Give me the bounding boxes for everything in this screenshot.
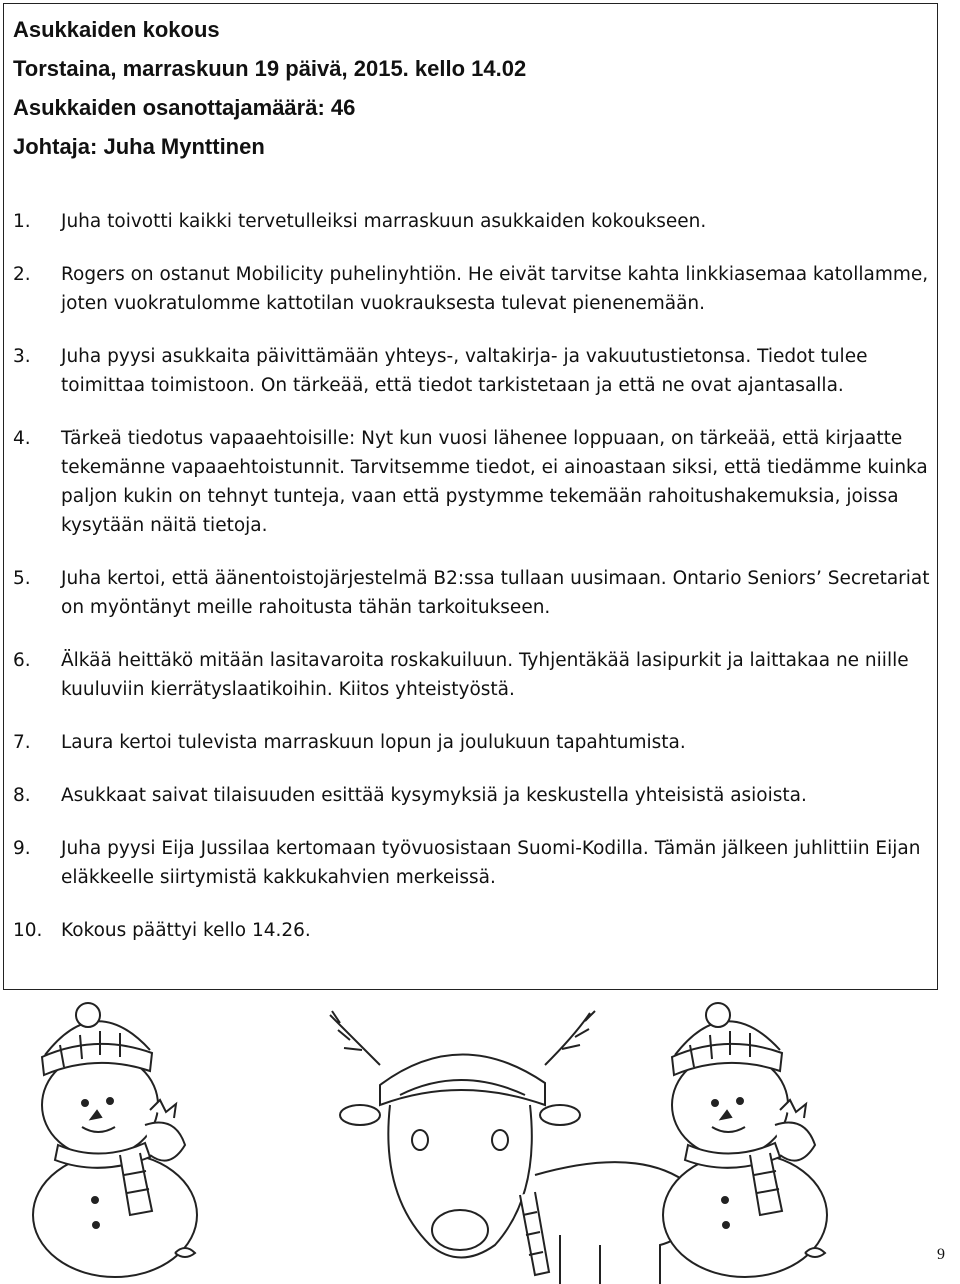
holiday-illustration	[0, 995, 960, 1284]
agenda-item	[13, 728, 933, 757]
agenda-item	[13, 260, 933, 318]
item-text: Älkää heittäkö mitään lasitavaroita roskakuiluun. Tyhjentäkää lasipurkit ja laittakaa ne niille kuuluviin kierrätyslaatikoihin. Kiitos yhteistyöstä.	[61, 650, 909, 700]
attendance-count: Asukkaiden osanottajamäärä: 46	[13, 95, 356, 120]
item-text: Juha toivotti kaikki tervetulleiksi marraskuun asukkaiden kokoukseen.	[61, 211, 707, 232]
item-number: 3.	[13, 346, 31, 367]
agenda-item	[13, 564, 933, 622]
item-number: 10.	[13, 920, 43, 941]
minutes-frame	[3, 3, 938, 990]
meeting-date: Torstaina, marraskuun 19 päivä, 2015. kello 14.02	[13, 56, 527, 81]
agenda-item	[13, 834, 933, 892]
item-number: 8.	[13, 785, 31, 806]
agenda-item	[13, 207, 933, 236]
agenda-item	[13, 646, 933, 704]
reindeer-icon	[330, 1011, 692, 1284]
item-number: 7.	[13, 732, 31, 753]
item-text: Juha pyysi asukkaita päivittämään yhteys-, valtakirja- ja vakuutustietonsa. Tiedot tulee toimittaa toimistoon. On tärkeää, että tiedot tarkistetaan ja että ne ovat ajantasalla.	[61, 346, 868, 396]
item-text: Juha pyysi Eija Jussilaa kertomaan työvuosistaan Suomi-Kodilla. Tämän jälkeen juhlittiin Eijan eläkkeelle siirtymistä kakkukahvien merkeissä.	[61, 838, 921, 888]
snowman-right-icon	[663, 1003, 827, 1277]
agenda-list	[13, 207, 933, 969]
meeting-header	[13, 10, 526, 166]
meeting-chair: Johtaja: Juha Mynttinen	[13, 134, 265, 159]
item-text: Juha kertoi, että äänentoistojärjestelmä B2:ssa tullaan uusimaan. Ontario Seniors’ Secretariat on myöntänyt meille rahoitusta tähän tarkoitukseen.	[61, 568, 930, 618]
snowman-left-icon	[33, 1003, 197, 1277]
agenda-item	[13, 781, 933, 810]
agenda-item	[13, 916, 933, 945]
item-number: 1.	[13, 211, 31, 232]
item-text: Tärkeä tiedotus vapaaehtoisille: Nyt kun vuosi lähenee loppuaan, on tärkeää, että kirjaatte tekemänne vapaaehtoistunnit. Tarvitsemme tiedot, ei ainoastaan siksi, että tiedämme kuinka paljon kukin on tehnyt tunteja, vaan että pystymme tekemään rahoitushakemuksia, joissa kysytään näitä tietoja.	[61, 428, 928, 536]
item-number: 5.	[13, 568, 31, 589]
item-number: 4.	[13, 428, 31, 449]
page-number: 9	[937, 1246, 945, 1263]
agenda-item	[13, 342, 933, 400]
item-text: Asukkaat saivat tilaisuuden esittää kysymyksiä ja keskustella yhteisistä asioista.	[61, 785, 807, 806]
agenda-item	[13, 424, 933, 540]
item-number: 2.	[13, 264, 31, 285]
meeting-title: Asukkaiden kokous	[13, 17, 220, 42]
item-text: Kokous päättyi kello 14.26.	[61, 920, 311, 941]
item-number: 9.	[13, 838, 31, 859]
item-text: Laura kertoi tulevista marraskuun lopun ja joulukuun tapahtumista.	[61, 732, 686, 753]
item-text: Rogers on ostanut Mobilicity puhelinyhtiön. He eivät tarvitse kahta linkkiasemaa katollamme, joten vuokratulomme kattotilan vuokrauksesta tulevat pienenemään.	[61, 264, 929, 314]
item-number: 6.	[13, 650, 31, 671]
